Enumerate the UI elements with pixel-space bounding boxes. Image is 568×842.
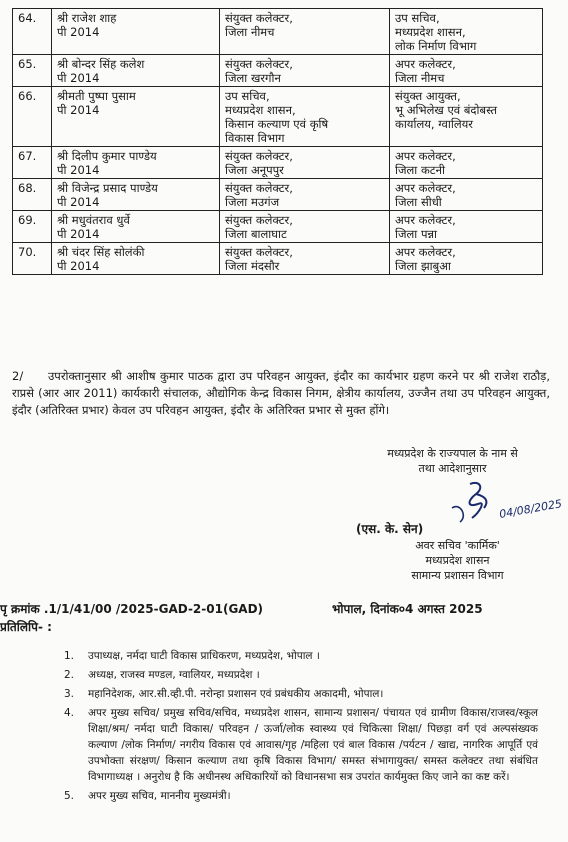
signatory-designation (350, 538, 565, 583)
new-posting-line: कार्यालय, ग्वालियर (395, 117, 473, 131)
new-posting-cell (390, 179, 543, 211)
officer-batch: पी 2014 (57, 71, 100, 85)
new-posting-line: भू अभिलेख एवं बंदोबस्त (395, 103, 498, 117)
current-posting-line: संयुक्त कलेक्टर, (225, 11, 293, 25)
serial-cell (13, 55, 52, 87)
new-posting-line: अपर कलेक्टर, (395, 149, 456, 163)
list-item-number: 4. (64, 707, 75, 719)
serial-cell (13, 179, 52, 211)
list-item-text: अपर मुख्य सचिव, माननीय मुख्यमंत्री। (88, 790, 231, 802)
current-posting-line: जिला खरगौन (225, 71, 281, 85)
current-posting-cell (220, 87, 390, 147)
officer-batch: पी 2014 (57, 163, 100, 177)
officer-cell (52, 9, 220, 55)
new-posting-line: मध्यप्रदेश शासन, (395, 25, 466, 39)
list-item-number: 2. (64, 669, 75, 681)
officer-name: श्री विजेन्द्र प्रसाद पाण्डेय (57, 181, 158, 195)
current-posting-cell (220, 9, 390, 55)
officer-batch: पी 2014 (57, 25, 100, 39)
serial-number: 68. (18, 181, 37, 195)
officer-cell (52, 55, 220, 87)
authority-line-1: मध्यप्रदेश के राज्यपाल के नाम से (387, 447, 518, 460)
table-row (13, 9, 543, 55)
memo-number: पृ क्रमांक .1/1/41/00 /2025-GAD-2-01(GAD) (0, 602, 264, 616)
current-posting-line: संयुक्त कलेक्टर, (225, 213, 293, 227)
serial-cell (13, 147, 52, 179)
officer-batch: पी 2014 (57, 259, 100, 273)
new-posting-line: अपर कलेक्टर, (395, 213, 456, 227)
current-posting-line: जिला मंदसौर (225, 259, 280, 273)
table-row (13, 147, 543, 179)
officer-batch: पी 2014 (57, 195, 100, 209)
list-item (64, 705, 538, 785)
list-item-text: उपाध्यक्ष, नर्मदा घाटी विकास प्राधिकरण, मध्यप्रदेश, भोपाल । (88, 650, 320, 662)
current-posting-cell (220, 243, 390, 275)
serial-cell (13, 243, 52, 275)
new-posting-line: जिला झाबुआ (395, 259, 451, 273)
new-posting-line: अपर कलेक्टर, (395, 245, 456, 259)
current-posting-cell (220, 55, 390, 87)
designation-line-1: अवर सचिव 'कार्मिक' (415, 539, 500, 552)
current-posting-cell (220, 211, 390, 243)
current-posting-line: जिला अनूपपुर (225, 163, 284, 177)
officer-cell (52, 179, 220, 211)
new-posting-cell (390, 211, 543, 243)
handwritten-signature (440, 478, 565, 528)
current-posting-line: जिला मउगंज (225, 195, 280, 209)
current-posting-line: जिला नीमच (225, 25, 275, 39)
authority-line-2: तथा आदेशानुसार (418, 462, 487, 475)
new-posting-cell (390, 147, 543, 179)
serial-number: 70. (18, 245, 37, 259)
designation-line-3: सामान्य प्रशासन विभाग (411, 569, 504, 582)
new-posting-line: संयुक्त आयुक्त, (395, 89, 461, 103)
officer-cell (52, 211, 220, 243)
current-posting-line: उप सचिव, (225, 89, 270, 103)
serial-number: 66. (18, 89, 37, 103)
handwritten-date: 04/08/2025 (498, 497, 563, 521)
copy-label: प्रतिलिपि- : (0, 620, 52, 634)
officer-name: श्री राजेश शाह (57, 11, 117, 25)
list-item-number: 3. (64, 688, 75, 700)
list-item (64, 648, 538, 664)
current-posting-cell (220, 147, 390, 179)
current-posting-line: संयुक्त कलेक्टर, (225, 149, 293, 163)
officer-name: श्री बोन्दर सिंह कलेश (57, 57, 145, 71)
list-item (64, 788, 538, 804)
table-row (13, 211, 543, 243)
current-posting-line: मध्यप्रदेश शासन, (225, 103, 296, 117)
new-posting-cell (390, 55, 543, 87)
officer-name: श्री चंदर सिंह सोलंकी (57, 245, 145, 259)
list-item-text: महानिदेशक, आर.सी.व्ही.पी. नरोन्हा प्रशासन एवं प्रबंधकीय अकादमी, भोपाल। (88, 688, 384, 700)
officer-batch: पी 2014 (57, 227, 100, 241)
paragraph-2 (12, 368, 550, 419)
list-item (64, 686, 538, 702)
officer-cell (52, 87, 220, 147)
new-posting-cell (390, 87, 543, 147)
table-row (13, 243, 543, 275)
designation-line-2: मध्यप्रदेश शासन (425, 554, 490, 567)
serial-cell (13, 211, 52, 243)
list-item-number: 1. (64, 650, 75, 662)
posting-rows (13, 9, 543, 275)
officer-name: श्रीमती पुष्पा पुसाम (57, 89, 136, 103)
list-item (64, 667, 538, 683)
copy-list (64, 648, 538, 807)
new-posting-cell (390, 9, 543, 55)
current-posting-line: संयुक्त कलेक्टर, (225, 181, 293, 195)
officer-name: श्री दिलीप कुमार पाण्डेय (57, 149, 157, 163)
serial-number: 65. (18, 57, 37, 71)
new-posting-line: जिला नीमच (395, 71, 445, 85)
list-item-text: अपर मुख्य सचिव/ प्रमुख सचिव/सचिव, मध्यप्रदेश शासन, सामान्य प्रशासन/ पंचायत एवं ग्रामीण विकास/राजस्व/स्कूल शिक्षा/श्रम/ नर्मदा घाटी विकास/ परिवहन / ऊर्जा/लोक स्वास्थ्य एवं चिकित्सा शिक्षा/ पिछड़ा वर्ग एवं अल्पसंख्यक कल्याण /लोक निर्माण/ नगरीय विकास एवं आवास/गृह /महिला एवं बाल विकास /पर्यटन / खाद्य, नागरिक आपूर्ति एवं उपभोक्ता संरक्षण/ किसान कल्याण तथा कृषि विकास विभाग/ समस्त संभागायुक्त/ समस्त कलेक्टर तथा संबंधित विभागाध्यक्ष । अनुरोध है कि अधीनस्थ अधिकारियों को विधानसभा सत्र उपरांत कार्यमुक्त किए जाने का कष्ट करें। (88, 707, 538, 783)
memo-date: भोपाल, दिनांक०4 अगस्त 2025 (332, 602, 483, 616)
new-posting-line: जिला कटनी (395, 163, 445, 177)
current-posting-line: विकास विभाग (225, 131, 285, 145)
current-posting-line: किसान कल्याण एवं कृषि (225, 117, 329, 131)
officer-name: श्री मधुवंतराव धुर्वे (57, 213, 130, 227)
new-posting-line: लोक निर्माण विभाग (395, 39, 477, 53)
serial-cell (13, 9, 52, 55)
list-item-text: अध्यक्ष, राजस्व मण्डल, ग्वालियर, मध्यप्रदेश । (88, 669, 260, 681)
table-row (13, 179, 543, 211)
authority-block (340, 446, 565, 476)
paragraph-text: उपरोक्तानुसार श्री आशीष कुमार पाठक द्वारा उप परिवहन आयुक्त, इंदौर का कार्यभार ग्रहण करने पर श्री राजेश राठौड़, राप्रसे (आर आर 2011) कार्यकारी संचालक, औद्योगिक केन्द्र विकास निगम, क्षेत्रीय कार्यालय, उज्जैन तथा उप परिवहन आयुक्त, इंदौर (अतिरिक्त प्रभार) केवल उप परिवहन आयुक्त, इंदौर के अतिरिक्त प्रभार से मुक्त होंगे। (12, 369, 550, 417)
paragraph-number: 2/ (12, 369, 24, 383)
current-posting-line: संयुक्त कलेक्टर, (225, 57, 293, 71)
officer-cell (52, 243, 220, 275)
officer-cell (52, 147, 220, 179)
posting-table (12, 8, 543, 275)
officer-batch: पी 2014 (57, 103, 100, 117)
current-posting-line: जिला बालाघाट (225, 227, 287, 241)
list-item-number: 5. (64, 790, 75, 802)
serial-number: 67. (18, 149, 37, 163)
new-posting-line: अपर कलेक्टर, (395, 57, 456, 71)
new-posting-line: उप सचिव, (395, 11, 440, 25)
serial-number: 64. (18, 11, 37, 25)
signatory-name: (एस. के. सेन) (356, 522, 424, 536)
table-row (13, 87, 543, 147)
new-posting-line: अपर कलेक्टर, (395, 181, 456, 195)
serial-cell (13, 87, 52, 147)
new-posting-cell (390, 243, 543, 275)
table-row (13, 55, 543, 87)
current-posting-line: संयुक्त कलेक्टर, (225, 245, 293, 259)
serial-number: 69. (18, 213, 37, 227)
new-posting-line: जिला सीधी (395, 195, 442, 209)
current-posting-cell (220, 179, 390, 211)
new-posting-line: जिला पन्ना (395, 227, 438, 241)
